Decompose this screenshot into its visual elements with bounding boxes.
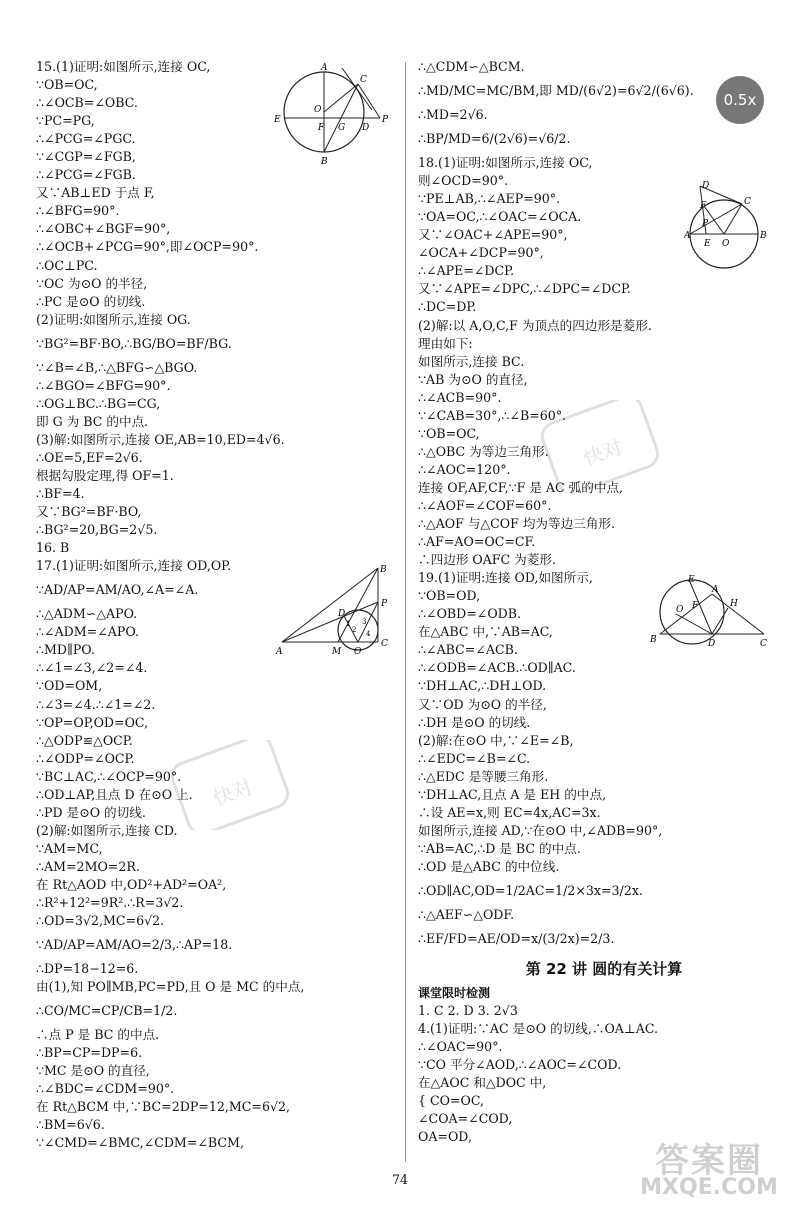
text-line: ∵OB=OD, [418,588,481,604]
text-line: ∴BG²=20,BG=2√5. [36,522,158,538]
text-line: 在△ABC 中,∵AB=AC, [418,624,553,640]
watermark-text: 快对 [209,774,256,811]
text-line: ∴OG⊥BC.∴BG=CG, [36,395,161,411]
page-number: 74 [391,1172,409,1187]
text-line: ∴BF=4. [36,486,85,502]
text-line: ∴OC⊥PC. [36,257,98,273]
figure-19 [646,574,770,648]
text-line: 在 Rt△BCM 中,∵BC=2DP=12,MC=6√2, [36,1099,291,1115]
text-line: 17.(1)证明:如图所示,连接 OD,OP. [36,558,232,574]
subsection-title: 课堂限时检测 [418,986,491,1001]
text-line: ∵OA=OC,∴∠OAC=∠OCA. [418,209,582,225]
figure-17 [274,562,400,664]
text-line: ∴OE=5,EF=2√6. [36,449,143,465]
text-line: ∵∠B=∠B,∴△BFG∽△BGO. [36,359,198,375]
text-line: ∴∠PCG=∠PGC. [36,131,136,147]
text-line: (2)解:如图所示,连接 CD. [36,822,178,838]
text-line: (2)证明:如图所示,连接 OG. [36,311,191,327]
label-3: 3 [362,618,367,626]
text-line: ∴∠ADM=∠APO. [36,624,139,640]
text-line: 19.(1)证明:连接 OD,如图所示, [418,570,593,586]
text-line: ∴∠3=∠4.∴∠1=∠2. [36,696,156,712]
text-line: ∴∠APE=∠DCP. [418,263,515,279]
label-C: C [360,75,367,85]
text-line: ∴CO/MC=CP/CB=1/2. [36,1003,178,1019]
text-line: ∴BP=CP=DP=6. [36,1045,143,1061]
text-line: (2)解:在⊙O 中,∵∠E=∠B, [418,732,574,748]
label-D: D [708,639,716,648]
text-line: ∴∠ODP=∠OCP. [36,750,135,766]
text-line: ∴四边形 OAFC 为菱形. [418,552,556,568]
text-line: ∴MD=2√6. [418,107,488,123]
label-4: 4 [366,630,371,638]
text-line: ∵OP=OP,OD=OC, [36,714,149,730]
label-E: E [688,575,695,585]
text-line: ∵PE⊥AB,∴∠AEP=90°. [418,191,561,207]
label-P: P [382,115,389,125]
watermark-1 [540,400,660,490]
text-line: ∵∠CAB=30°,∴∠B=60°. [418,407,567,423]
label-F: F [692,601,699,611]
text-line: ∴△OBC 为等边三角形. [418,443,549,459]
label-2: 2 [352,626,357,634]
text-line: ∵OC 为⊙O 的半径, [36,275,148,291]
text-line: ∠COA=∠COD, [418,1111,513,1127]
text-line: ∴∠BFG=90°. [36,203,120,219]
text-line: ∴△ADM∽△APO. [36,606,138,622]
label-C: C [744,197,751,207]
text-line: ∵∠CGP=∠FGB, [36,149,136,165]
text-line: ∵AD/AP=AM/AO,∠A=∠A. [36,582,199,598]
text-line: ∴BM=6√6. [36,1117,105,1133]
text-line: ∴∠ODB=∠ACB.∴OD∥AC. [418,660,576,676]
label-P: P [381,599,388,609]
label-B: B [650,635,657,645]
section-title: 第 22 讲 圆的有关计算 [525,960,683,979]
text-line: ∵MC 是⊙O 的直径, [36,1063,150,1079]
text-line: ∴∠OBD=∠ODB. [418,606,522,622]
site-logo [624,1133,794,1205]
text-line: 由(1),知 PO∥MB,PC=PD,且 O 是 MC 的中点, [36,979,305,995]
text-line: ∴∠OAC=90°. [418,1039,503,1055]
text-line: 18.(1)证明:如图所示,连接 OC, [418,155,593,171]
column-divider [405,62,406,1162]
text-line: 在 Rt△AOD 中,OD²+AD²=OA², [36,876,227,892]
text-line: ∴∠PCG=∠FGB. [36,167,136,183]
text-line: ∴△CDM∽△BCM. [418,59,525,74]
figure-15 [272,60,400,168]
text-line: ∴DH 是⊙O 的切线. [418,714,531,730]
text-line: ∴△ODP≌△OCP. [36,732,133,748]
text-line: ∴∠AOF=∠COF=60°. [418,497,552,513]
text-line: ∴OD∥AC,OD=1/2AC=1/2×3x=3/2x. [418,882,643,898]
playback-speed-badge[interactable]: 0.5x [716,76,764,124]
label-D: D [702,181,710,191]
watermark-2 [170,740,290,830]
watermark-text: 快对 [579,434,626,471]
text-line: ∵AB 为⊙O 的直径, [418,371,528,387]
text-line: 16. B [36,540,70,556]
text-line: OA=OD, [418,1129,472,1145]
text-line: ∴∠BGO=∠BFG=90°. [36,377,171,393]
text-line: ∴∠AOC=120°. [418,461,511,477]
text-line: ∵AD/AP=AM/AO=2/3,∴AP=18. [36,937,233,953]
logo-text: 答案圈 [655,1141,763,1181]
text-line: ∴△AEF∽△ODF. [418,906,515,922]
text-line: ∴∠OCB+∠PCG=90°,即∠OCP=90°. [36,239,259,255]
text-line: ∴∠ABC=∠ACB. [418,642,518,658]
text-line: 4.(1)证明:∵AC 是⊙O 的切线,∴OA⊥AC. [418,1021,659,1037]
label-O: O [354,647,362,657]
text-line: 如图所示,连接 BC. [418,353,525,369]
text-line: ∵∠CMD=∠BMC,∠CDM=∠BCM, [36,1135,244,1151]
text-line: (3)解:如图所示,连接 OE,AB=10,ED=4√6. [36,431,285,447]
text-line: ∴EF/FD=AE/OD=x/(3/2x)=2/3. [418,931,615,947]
text-line: ∴AM=2MO=2R. [36,858,140,874]
text-line: ∴∠ACB=90°. [418,389,502,405]
text-line: ∴△AOF 与△COF 均为等边三角形. [418,516,615,532]
text-line: (2)解:以 A,O,C,F 为顶点的四边形是菱形. [418,317,652,333]
text-line: ∵DH⊥AC,∴DH⊥OD. [418,678,547,694]
text-line: ∴MD/MC=MC/BM,即 MD/(6√2)=6√2/(6√6). [418,83,694,99]
label-F: F [700,201,707,211]
label-1: 1 [346,620,351,628]
text-line: ∴△EDC 是等腰三角形. [418,768,549,784]
text-line: ∴∠1=∠3,∠2=∠4. [36,660,148,676]
label-E: E [704,239,711,249]
text-line: ∵OD=OM, [36,678,103,694]
text-line: ∴BP/MD=6/(2√6)=√6/2. [418,131,571,147]
label-O: O [722,239,730,249]
label-O: O [676,605,684,615]
text-line: ∵AB=AC,∴D 是 BC 的中点. [418,840,581,856]
text-line: 15.(1)证明:如图所示,连接 OC, [36,59,211,74]
text-line: ∴DP=18−12=6. [36,961,139,977]
text-line: ∴设 AE=x,则 EC=4x,AC=3x. [418,804,601,820]
text-line: ∴MD∥PO. [36,642,95,658]
label-B: B [760,231,767,241]
label-D: D [338,609,346,619]
figure-18 [684,180,772,272]
label-F: F [318,123,325,133]
label-O: O [314,105,322,115]
text-line: 又∵OD 为⊙O 的半径, [418,696,547,712]
text-line: ∵DH⊥AC,且点 A 是 EH 的中点, [418,786,607,802]
label-A: A [276,647,283,657]
label-B: B [380,565,387,575]
text-line: 又∵BG²=BF·BO, [36,504,142,520]
text-line: ∴OD 是△ABC 的中位线. [418,858,560,874]
label-H: H [730,599,738,609]
text-line: ∴DC=DP. [418,299,477,315]
text-line: ∵OB=OC, [418,425,480,441]
text-line: { CO=OC, [418,1093,485,1109]
label-D: D [362,123,370,133]
text-line: ∴∠OBC+∠BGF=90°, [36,221,171,237]
text-line: ∵OB=OC, [36,77,98,93]
text-line: 则∠OCD=90°. [418,173,509,189]
text-line: ∴OD⊥AP,且点 D 在⊙O 上. [36,786,193,802]
label-G: G [338,123,346,133]
text-line: ∴点 P 是 BC 的中点. [36,1027,160,1043]
text-line: ∵BC⊥AC,∴∠OCP=90°. [36,768,182,784]
text-line: ∴PC 是⊙O 的切线. [36,293,146,309]
label-C: C [381,639,388,649]
label-B: B [321,157,328,167]
text-line: ∵AM=MC, [36,840,103,856]
label-P: P [702,219,709,229]
text-line: 1. C 2. D 3. 2√3 [418,1003,518,1019]
text-line: ∴PD 是⊙O 的切线. [36,804,146,820]
text-line: ∵CO 平分∠AOD,∴∠AOC=∠COD. [418,1057,622,1073]
text-line: 又∵∠APE=∠DPC,∴∠DPC=∠DCP. [418,281,631,297]
text-line: 理由如下: [418,335,473,351]
text-line: 在△AOC 和△DOC 中, [418,1075,547,1091]
text-line: 又∵AB⊥ED 于点 F, [36,185,155,201]
text-line: 如图所示,连接 AD,∵在⊙O 中,∠ADB=90°, [418,822,663,838]
text-line: 根据勾股定理,得 OF=1. [36,467,174,483]
text-line: 即 G 为 BC 的中点. [36,413,149,429]
label-A: A [321,63,328,73]
logo-domain: MXQE.COM [640,1175,778,1200]
text-line: ∴∠OCB=∠OBC. [36,95,138,111]
label-E: E [274,115,281,125]
label-C: C [760,639,767,648]
text-line: ∴∠BDC=∠CDM=90°. [36,1081,175,1097]
text-line: 又∵∠OAC+∠APE=90°, [418,227,568,243]
text-line: ∴R²+12²=9R².∴R=3√2. [36,895,184,911]
text-line: ∠OCA+∠DCP=90°, [418,245,544,261]
text-line: 连接 OF,AF,CF,∵F 是 AC 弧的中点, [418,479,624,495]
text-line: ∴AF=AO=OC=CF. [418,534,536,550]
label-M: M [332,647,342,657]
text-line: ∴OD=3√2,MC=6√2. [36,913,165,929]
text-line: ∵BG²=BF·BO,∴BG/BO=BF/BG. [36,335,232,351]
label-A: A [684,231,691,241]
text-line: ∴∠EDC=∠B=∠C. [418,750,531,766]
label-A: A [712,585,719,595]
text-line: ∵PC=PG, [36,113,95,129]
